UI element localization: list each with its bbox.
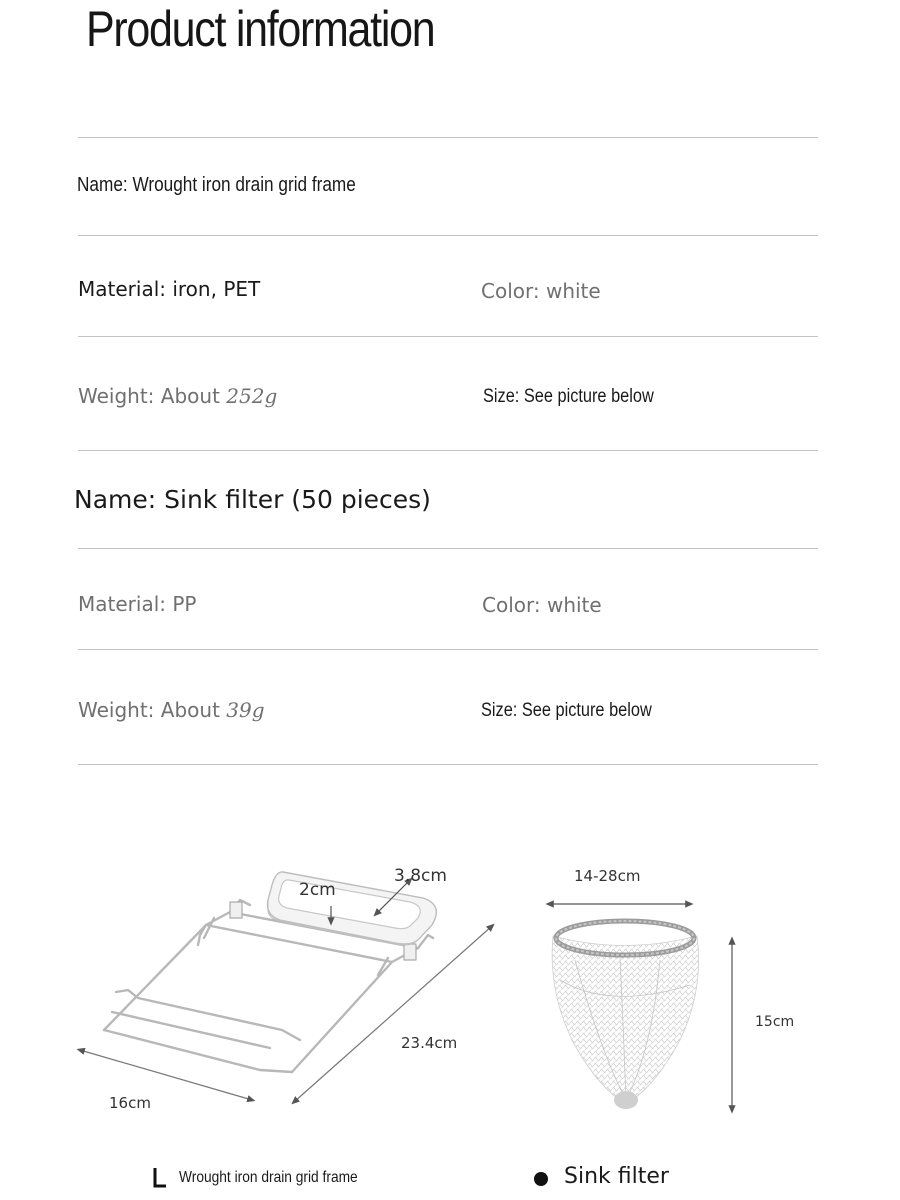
- sink-filter-illustration: [552, 921, 698, 1109]
- frame-weight-label: Weight: About: [78, 384, 227, 408]
- frame-color-label: Color:: [481, 279, 546, 303]
- frame-weight-value: 252g: [226, 384, 278, 408]
- frame-material: Material: iron, PET: [78, 277, 261, 301]
- filter-height-label: 15cm: [755, 1014, 795, 1030]
- frame-legend-icon: [155, 1168, 166, 1186]
- frame-legend-label: Wrought iron drain grid frame: [179, 1169, 358, 1186]
- filter-material: Material: PP: [78, 592, 197, 616]
- width-arrow: [80, 1050, 252, 1100]
- page-title: Product information: [86, 1, 435, 57]
- tray-width-label: 3.8cm: [394, 866, 447, 886]
- filter-weight-label: Weight: About: [78, 698, 227, 722]
- frame-size: Size: See picture below: [483, 386, 654, 407]
- frame-length-label: 23.4cm: [401, 1034, 458, 1052]
- frame-name: Name: Wrought iron drain grid frame: [77, 174, 356, 196]
- filter-weight-value: 39g: [226, 698, 265, 722]
- length-arrow: [294, 926, 492, 1102]
- filter-legend-label: Sink filter: [564, 1164, 669, 1189]
- filter-color-value: white: [546, 593, 602, 617]
- filter-color-label: Color:: [482, 593, 547, 617]
- tray-depth-label: 2cm: [299, 880, 336, 900]
- frame-color-value: white: [545, 279, 601, 303]
- filter-diameter-label: 14-28cm: [574, 867, 641, 885]
- frame-width-label: 16cm: [109, 1094, 151, 1112]
- filter-legend-bullet: [534, 1172, 548, 1186]
- filter-name: Name: Sink filter (50 pieces): [74, 485, 431, 514]
- filter-size: Size: See picture below: [481, 700, 652, 721]
